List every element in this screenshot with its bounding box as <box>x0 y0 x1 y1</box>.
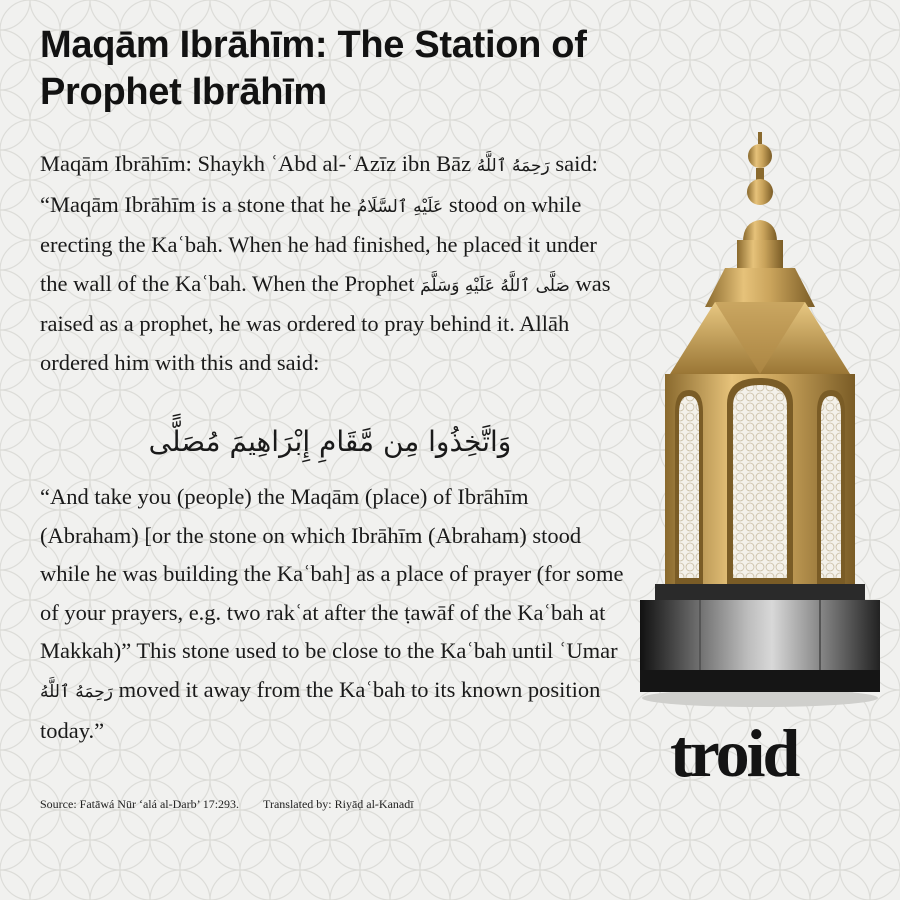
translator-credit: Translated by: Riyāḍ al-Kanadī <box>263 797 414 811</box>
translation-paragraph <box>40 478 625 750</box>
honorific-alayhissalam: عَلَيْهِ ٱلسَّلَامُ <box>356 196 444 217</box>
intro-text-2: said: “Maqām Ibrāhīm is a stone that he <box>40 151 598 217</box>
source-line <box>40 797 640 812</box>
troid-logo: troid <box>670 715 798 791</box>
quran-verse-arabic: وَاتَّخِذُوا مِن مَّقَامِ إِبْرَاهِيمَ مُصَلًّى <box>148 425 512 458</box>
intro-text-1: Maqām Ibrāhīm: Shaykh ʿAbd al-ʿAzīz ibn Bāz <box>40 151 477 176</box>
honorific-rahimahullah: رَحِمَهُ ٱللَّهُ <box>476 156 550 176</box>
intro-text-4: was raised as a prophet, he was ordered to pray behind it. Allāh ordered him with this and said: <box>40 270 611 375</box>
intro-text-3: stood on while erecting the Kaʿbah. When he had finished, he placed it under the wall of the Kaʿbah. When the Prophet <box>40 191 597 296</box>
honorific-rahimahullah-umar: رَحِمَهُ ٱللَّهُ <box>40 681 113 702</box>
honorific-salallahu-alayhi-wasallam: صَلَّى ٱللَّهُ عَلَيْهِ وَسَلَّمَ <box>420 275 570 296</box>
intro-paragraph <box>40 145 625 383</box>
source-citation: Source: Fatāwá Nūr ‘alá al-Darb’ 17:293. <box>40 797 240 811</box>
translation-text-1: “And take you (people) the Maqām (place) of Ibrāhīm (Abraham) [or the stone on which Ibrāhīm (Abraham) stood while he was building the Kaʿbah] as a place of prayer (for some of your prayers, e.g. two rakʿat after the ṭawāf of the Kaʿbah at Makkah)” This stone used to be close to the Kaʿbah until ʿUmar <box>40 484 624 664</box>
translation-text-2: moved it away from the Kaʿbah to its known position today.” <box>40 676 601 743</box>
maqam-ibrahim-lantern-illustration <box>625 92 895 712</box>
page-title: Maqām Ibrāhīm: The Station of Prophet Ibrāhīm <box>40 24 587 113</box>
